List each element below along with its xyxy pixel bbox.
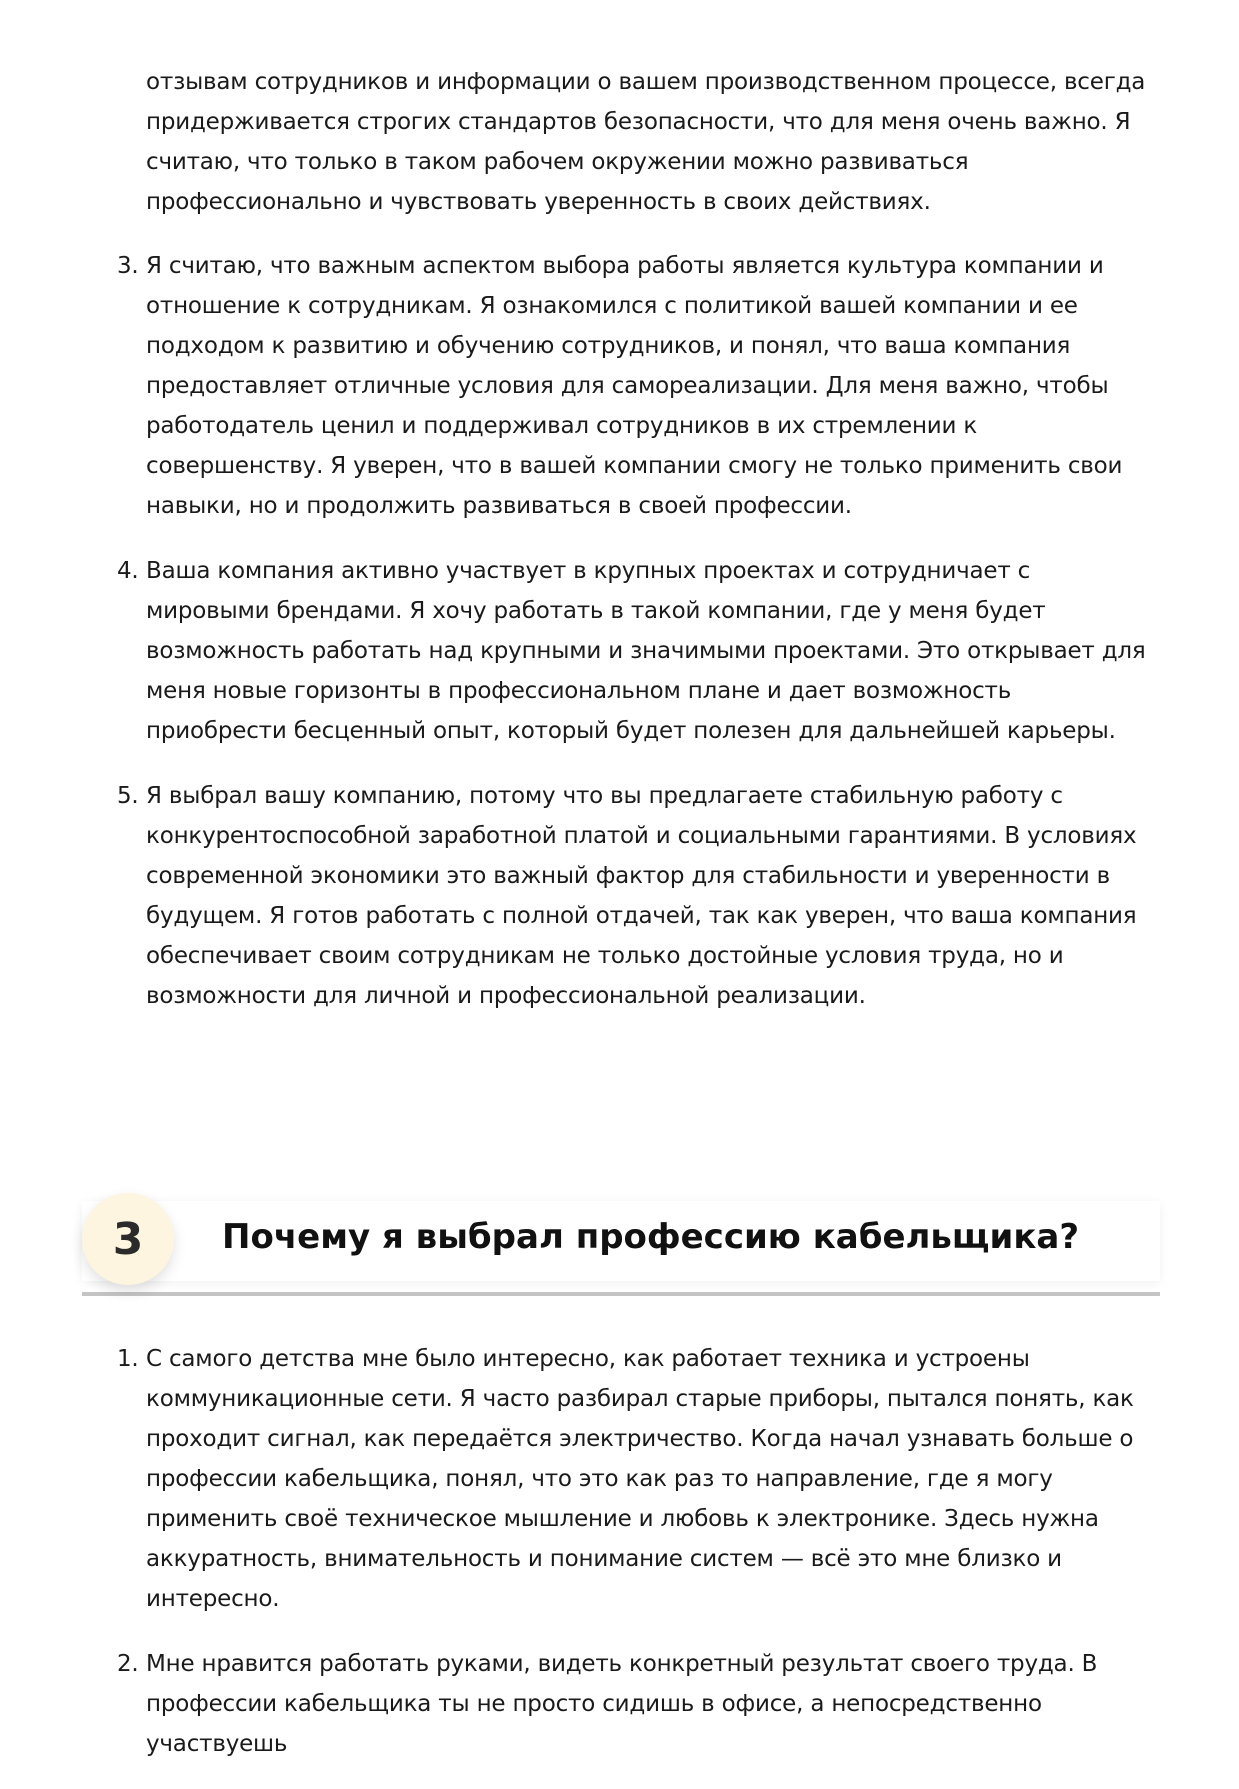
list-item — [0, 246, 1156, 526]
list-item-number: 3. — [117, 253, 139, 279]
list-item — [0, 1644, 1156, 1764]
list-item-text: Я выбрал вашу компанию, потому что вы предлагаете стабильную работу с конкурентоспособной заработной платой и социальными гарантиями. В условиях современной экономики это важный фактор для стабильности и уверенности в будущем. Я готов работать с полной отдачей, так как уверен, что ваша компания обеспечивает своим сотрудникам не только достойные условия труда, но и возможности для личной и профессиональной реализации. — [146, 783, 1137, 1009]
list-item-continuation: отзывам сотрудников и информации о вашем производственном процессе, всегда придерживается строгих стандартов безопасности, что для меня очень важно. Я считаю, что только в таком рабочем окружении можно развиваться профессионально и чувствовать уверенность в своих действиях. — [146, 69, 1146, 215]
section-number-badge: 3 — [82, 1193, 174, 1285]
list-item — [0, 776, 1156, 1016]
list-item — [0, 1339, 1156, 1619]
reasons-list — [0, 246, 1239, 1041]
list-item-text: С самого детства мне было интересно, как работает техника и устроены коммуникационные сети. Я часто разбирал старые приборы, пытался понять, как проходит сигнал, как передаётся электричество. Когда начал узнавать больше о профессии кабельщика, понял, что это как раз то направление, где я могу применить своё техническое мышление и любовь к электронике. Здесь нужна аккуратность, внимательность и понимание систем — всё это мне близко и интересно. — [146, 1346, 1134, 1612]
section-title: Почему я выбрал профессию кабельщика? — [222, 1217, 1080, 1257]
list-item — [0, 551, 1156, 751]
list-item-text: Мне нравится работать руками, видеть конкретный результат своего труда. В профессии кабельщика ты не просто сидишь в офисе, а непосредственно участвуешь — [146, 1651, 1098, 1757]
profession-list — [0, 1339, 1239, 1789]
list-item-number: 1. — [117, 1346, 139, 1372]
section-heading — [82, 1191, 1160, 1299]
list-item-text: Ваша компания активно участвует в крупных проектах и сотрудничает с мировыми брендами. Я хочу работать в такой компании, где у меня будет возможность работать над крупными и значимыми проектами. Это открывает для меня новые горизонты в профессиональном плане и дает возможность приобрести бесценный опыт, который будет полезен для дальнейшей карьеры. — [146, 558, 1146, 744]
list-item-number: 5. — [117, 783, 139, 809]
list-item-text: Я считаю, что важным аспектом выбора работы является культура компании и отношение к сотрудникам. Я ознакомился с политикой вашей компании и ее подходом к развитию и обучению сотрудников, и понял, что ваша компания предоставляет отличные условия для самореализации. Для меня важно, чтобы работодатель ценил и поддерживал сотрудников в их стремлении к совершенству. Я уверен, что в вашей компании смогу не только применить свои навыки, но и продолжить развиваться в своей профессии. — [146, 253, 1123, 519]
section-divider — [82, 1292, 1160, 1296]
list-item-number: 4. — [117, 558, 139, 584]
list-item-number: 2. — [117, 1651, 139, 1677]
